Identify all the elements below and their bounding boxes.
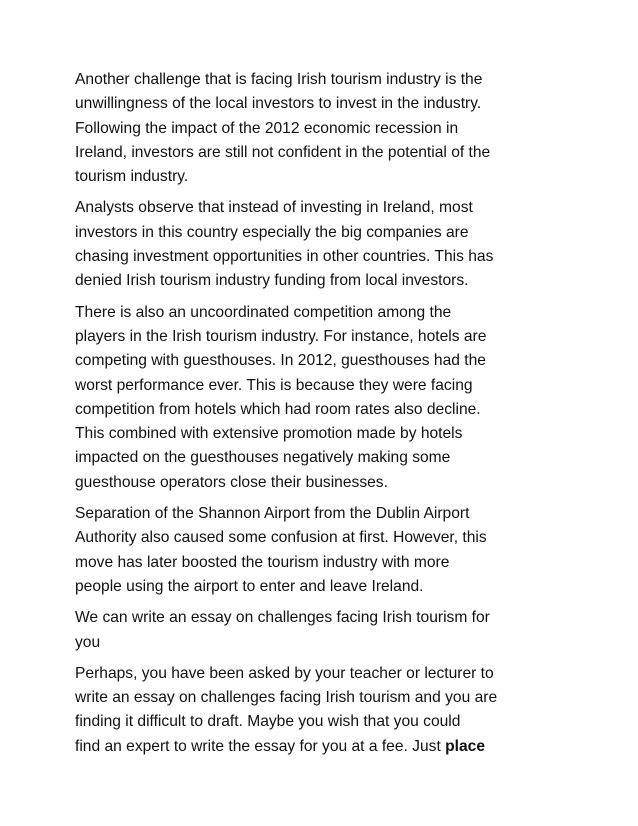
paragraph-4 — [75, 502, 575, 599]
text-line: denied Irish tourism industry funding from local investors. — [75, 272, 469, 290]
text-line: investors in this country especially the big companies are — [75, 223, 469, 241]
paragraph-6 — [75, 662, 575, 759]
text-line: move has later boosted the tourism industry with more — [75, 553, 450, 571]
text-line: Separation of the Shannon Airport from the Dublin Airport — [75, 505, 470, 523]
text-line: This combined with extensive promotion made by hotels — [75, 425, 463, 443]
text-line: There is also an uncoordinated competition among the — [75, 303, 452, 321]
text-line: worst performance ever. This is because they were facing — [75, 376, 473, 394]
place-order-link-text: place — [445, 737, 486, 755]
text-line: Perhaps, you have been asked by your teacher or lecturer to — [75, 664, 494, 682]
text-line: competition from hotels which had room rates also decline. — [75, 400, 481, 418]
text-line: tourism industry. — [75, 168, 189, 186]
paragraph-2 — [75, 196, 575, 293]
paragraph-3 — [75, 301, 575, 495]
text-line: write an essay on challenges facing Irish tourism and you are — [75, 689, 498, 707]
paragraph-1 — [75, 68, 575, 189]
document-body — [75, 68, 575, 766]
text-line-last — [75, 735, 575, 759]
text-line: Analysts observe that instead of investing in Ireland, most — [75, 199, 473, 217]
text-line: Following the impact of the 2012 economic recession in — [75, 119, 459, 137]
text-line: chasing investment opportunities in other countries. This has — [75, 248, 494, 266]
text-line: Another challenge that is facing Irish tourism industry is the — [75, 71, 483, 88]
text-line: unwillingness of the local investors to invest in the industry. — [75, 95, 482, 113]
text-line: Authority also caused some confusion at first. However, this — [75, 529, 487, 547]
text-line: you — [75, 633, 101, 651]
text-line: Ireland, investors are still not confident in the potential of the — [75, 143, 491, 161]
text-line: players in the Irish tourism industry. For instance, hotels are — [75, 327, 487, 345]
paragraph-5 — [75, 606, 575, 655]
text-line: finding it difficult to draft. Maybe you wish that you could — [75, 713, 461, 731]
text-line: We can write an essay on challenges facing Irish tourism for — [75, 609, 490, 627]
text-line: guesthouse operators close their businesses. — [75, 473, 388, 491]
text-line: competing with guesthouses. In 2012, guesthouses had the — [75, 352, 486, 370]
text-segment: find an expert to write the essay for you at a fee. Just — [75, 737, 446, 755]
text-line: people using the airport to enter and leave Ireland. — [75, 577, 424, 595]
text-line: impacted on the guesthouses negatively making some — [75, 449, 451, 467]
